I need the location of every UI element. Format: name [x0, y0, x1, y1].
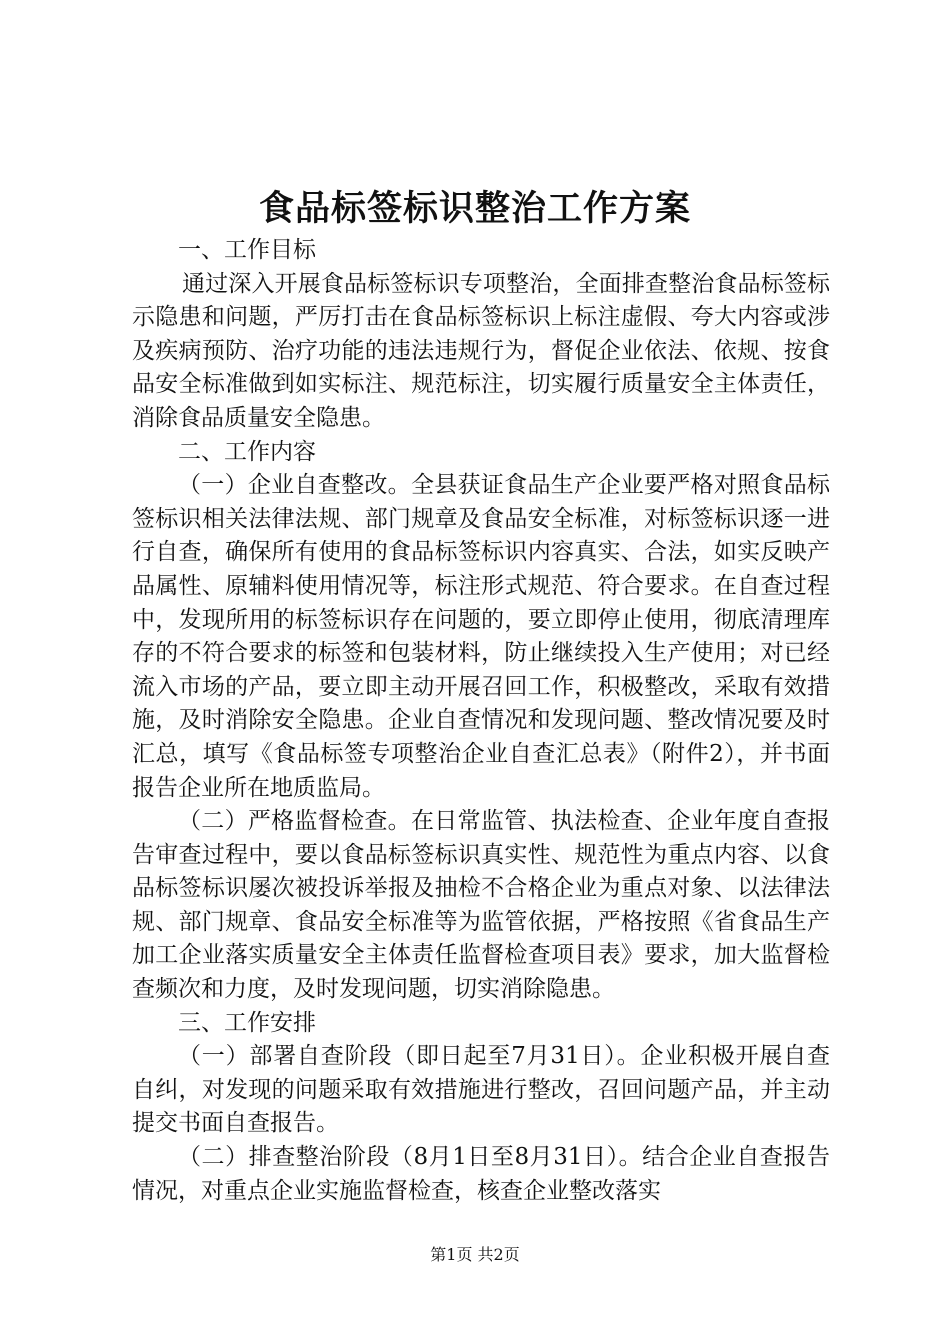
page-number-footer: 第1页 共2页 — [430, 1245, 520, 1264]
section-heading-content: 二、工作内容 — [178, 438, 316, 465]
content-paragraph-supervision: （二）严格监督检查。在日常监管、执法检查、企业年度自查报告审查过程中，要以食品标签标识真实性、规范性为重点内容、以食品标签标识屡次被投诉举报及抽检不合格企业为重点对象、以法律法规、部门规章、食品安全标准等为监管依据，严格按照《省食品生产加工企业落实质量安全主体责任监督检查项目表》要求，加大监督检查频次和力度，及时发现问题，切实消除隐患。 — [132, 808, 830, 1003]
schedule-paragraph-deploy: （一）部署自查阶段（即日起至7月31日）。企业积极开展自查自纠，对发现的问题采取有效措施进行整改，召回问题产品，并主动提交书面自查报告。 — [132, 1043, 830, 1137]
section-heading-schedule: 三、工作安排 — [178, 1009, 316, 1036]
schedule-paragraph-inspection: （二）排查整治阶段（8月1日至8月31日）。结合企业自查报告情况，对重点企业实施监督检查，核查企业整改落实 — [132, 1144, 830, 1204]
goals-paragraph: 通过深入开展食品标签标识专项整治，全面排查整治食品标签标示隐患和问题，严厉打击在食品标签标识上标注虚假、夸大内容或涉及疾病预防、治疗功能的违法违规行为，督促企业依法、依规、按食品安全标准做到如实标注、规范标注，切实履行质量安全主体责任，消除食品质量安全隐患。 — [132, 270, 830, 431]
document-body — [132, 234, 830, 1208]
section-heading-goals: 一、工作目标 — [178, 237, 316, 263]
document-title: 食品标签标识整治工作方案 — [258, 188, 691, 229]
content-paragraph-self-check: （一）企业自查整改。全县获证食品生产企业要严格对照食品标签标识相关法律法规、部门规章及食品安全标准，对标签标识逐一进行自查，确保所有使用的食品标签标识内容真实、合法，如实反映产品属性、原辅料使用情况等，标注形式规范、符合要求。在自查过程中，发现所用的标签标识存在问题的，要立即停止使用，彻底清理库存的不符合要求的标签和包装材料，防止继续投入生产使用；对已经流入市场的产品，要立即主动开展召回工作，积极整改，采取有效措施，及时消除安全隐患。企业自查情况和发现问题、整改情况要及时汇总，填写《食品标签专项整治企业自查汇总表》（附件2），并书面报告企业所在地质监局。 — [132, 472, 830, 801]
